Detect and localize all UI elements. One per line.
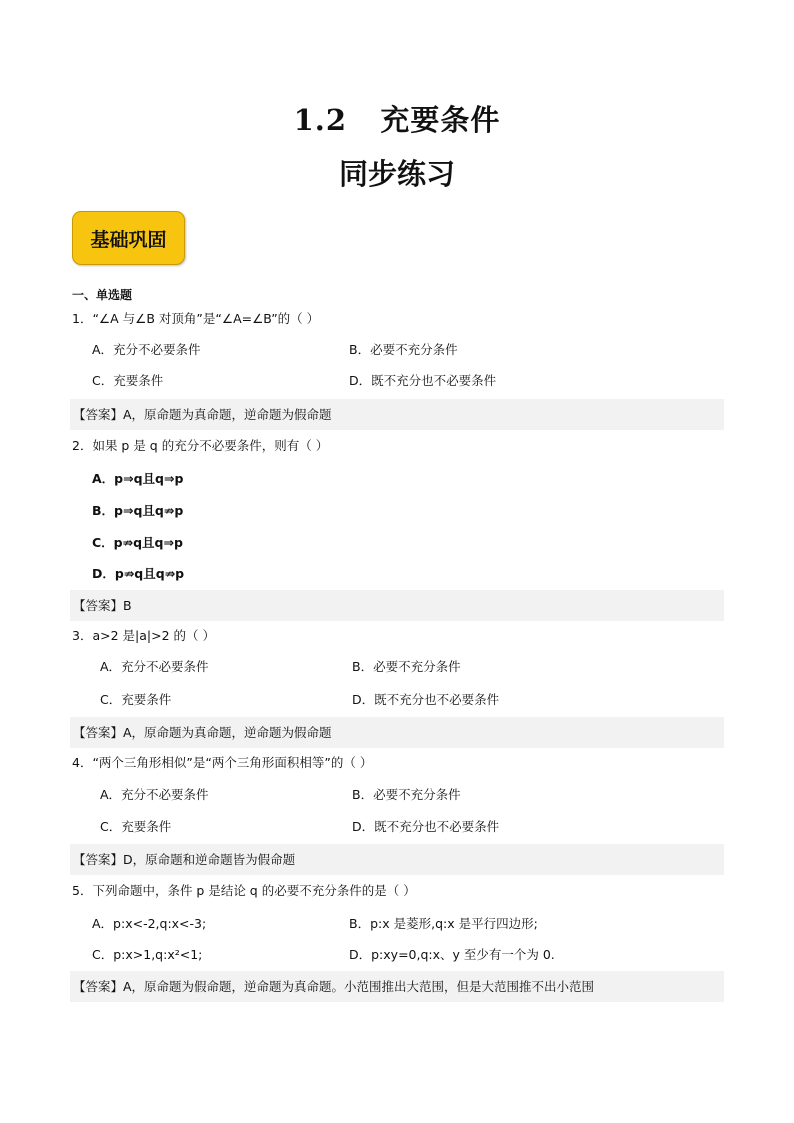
question-3-option-a: A．充分不必要条件 bbox=[100, 659, 209, 674]
question-2-stem: 2．如果 p 是 q 的充分不必要条件，则有（ ） bbox=[72, 438, 329, 453]
question-3-option-c: C．充要条件 bbox=[100, 692, 172, 707]
section-heading: 一、单选题 bbox=[72, 288, 133, 302]
question-4-option-b: B．必要不充分条件 bbox=[352, 787, 461, 802]
question-3-answer: 【答案】A，原命题为真命题，逆命题为假命题 bbox=[70, 717, 724, 748]
question-4-option-c: C．充要条件 bbox=[100, 819, 172, 834]
question-1-option-c: C．充要条件 bbox=[92, 373, 164, 388]
question-5-option-c: C．p:x>1,q:x²<1; bbox=[92, 947, 203, 962]
question-1-stem: 1．“∠A 与∠B 对顶角”是“∠A=∠B”的（ ） bbox=[72, 311, 320, 326]
question-1-option-d: D．既不充分也不必要条件 bbox=[349, 373, 497, 388]
question-2-answer: 【答案】B bbox=[70, 590, 724, 621]
question-5-option-b: B．p:x 是菱形,q:x 是平行四边形; bbox=[349, 916, 538, 931]
question-2-option-b: B．p⇒q且q⇏p bbox=[92, 503, 184, 518]
question-3-option-d: D．既不充分也不必要条件 bbox=[352, 692, 500, 707]
question-4-answer: 【答案】D，原命题和逆命题皆为假命题 bbox=[70, 844, 724, 875]
question-3-option-b: B．必要不充分条件 bbox=[352, 659, 461, 674]
question-5-option-d: D．p:xy=0,q:x、y 至少有一个为 0. bbox=[349, 947, 555, 962]
question-5-option-a: A．p:x<-2,q:x<-3; bbox=[92, 916, 207, 931]
question-1-option-b: B．必要不充分条件 bbox=[349, 342, 458, 357]
question-2-option-a: A．p⇒q且q⇒p bbox=[92, 471, 184, 486]
question-5-stem: 5．下列命题中，条件 p 是结论 q 的必要不充分条件的是（ ） bbox=[72, 883, 416, 898]
question-4-option-d: D．既不充分也不必要条件 bbox=[352, 819, 500, 834]
question-1-option-a: A．充分不必要条件 bbox=[92, 342, 201, 357]
page-title: 1.2 充要条件 bbox=[293, 103, 501, 137]
question-2-option-c: C．p⇏q且q⇒p bbox=[92, 535, 183, 550]
page-subtitle: 同步练习 bbox=[338, 157, 455, 191]
question-4-stem: 4．“两个三角形相似”是“两个三角形面积相等”的（ ） bbox=[72, 755, 373, 770]
question-1-answer: 【答案】A，原命题为真命题，逆命题为假命题 bbox=[70, 399, 724, 430]
question-4-option-a: A．充分不必要条件 bbox=[100, 787, 209, 802]
question-5-answer: 【答案】A，原命题为假命题，逆命题为真命题。小范围推出大范围，但是大范围推不出小范围 bbox=[70, 971, 724, 1002]
question-3-stem: 3．a>2 是|a|>2 的（ ） bbox=[72, 628, 215, 643]
question-2-option-d: D．p⇏q且q⇏p bbox=[92, 566, 185, 581]
section-badge: 基础巩固 bbox=[72, 211, 185, 265]
